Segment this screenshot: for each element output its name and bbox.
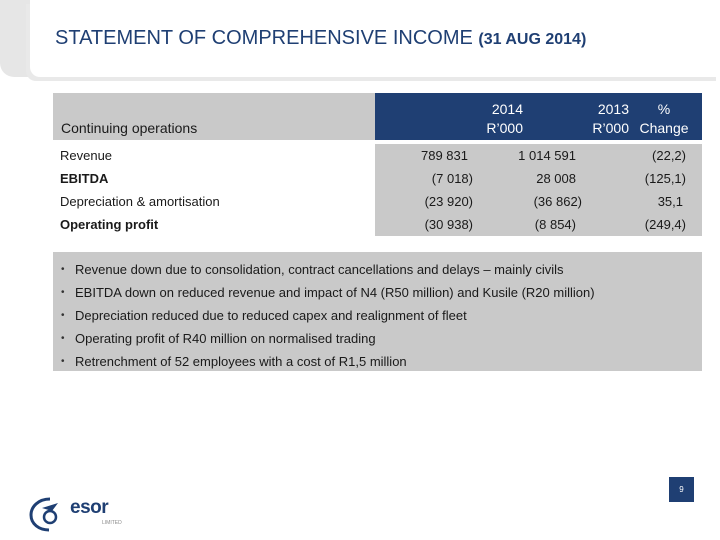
value-2014: 789 831 — [421, 148, 468, 163]
title-main: STATEMENT OF COMPREHENSIVE INCOME — [55, 27, 473, 49]
table-row-ebitda — [53, 167, 702, 190]
value-2014: (7 018) — [431, 171, 473, 186]
title-bar-edge — [0, 0, 34, 77]
row-header-label: Continuing operations — [61, 120, 198, 136]
table-header-columns — [375, 93, 702, 140]
value-change: (22,2) — [652, 148, 686, 163]
table-row-revenue — [53, 144, 702, 167]
value-2013: (8 854) — [534, 217, 576, 232]
bullet-icon: • — [61, 333, 65, 344]
table-row-operating-profit — [53, 213, 702, 236]
column-header-line: R’000 — [486, 120, 523, 136]
column-header-line: 2013 — [597, 101, 629, 117]
bullet-icon: • — [61, 310, 65, 321]
bullet-item — [53, 327, 702, 350]
bullet-text: Operating profit of R40 million on normalised trading — [75, 331, 376, 346]
column-header-2013 — [529, 100, 629, 138]
bullet-text: Revenue down due to consolidation, contract cancellations and delays – mainly civils — [75, 262, 564, 277]
commentary-panel — [53, 252, 702, 371]
bullet-icon: • — [61, 264, 65, 275]
value-2014: (23 920) — [424, 194, 473, 209]
value-2013: (36 862) — [533, 194, 582, 209]
value-2014: (30 938) — [424, 217, 473, 232]
logo-wordmark: esor — [70, 497, 109, 518]
column-header-change — [629, 100, 699, 138]
table-row-depreciation — [53, 190, 702, 213]
column-header-line: 2014 — [491, 101, 523, 117]
bullet-item — [53, 304, 702, 327]
value-change: 35,1 — [657, 194, 683, 209]
bullet-item — [53, 258, 702, 281]
column-header-2014 — [423, 100, 523, 138]
row-label: Depreciation & amortisation — [60, 194, 220, 209]
value-2013: 28 008 — [536, 171, 576, 186]
bullet-icon: • — [61, 287, 65, 298]
bullet-icon: • — [61, 356, 65, 367]
page-title — [55, 27, 586, 50]
logo-tagline: LIMITED — [102, 520, 122, 526]
bullet-item — [53, 281, 702, 304]
row-label: Operating profit — [60, 217, 159, 232]
table-header-left — [53, 93, 375, 140]
value-change: (249,4) — [644, 217, 686, 232]
row-label: EBITDA — [60, 171, 109, 186]
value-2013: 1 014 591 — [518, 148, 576, 163]
row-label: Revenue — [60, 148, 113, 163]
bullet-text: Depreciation reduced due to reduced capex and realignment of fleet — [75, 308, 467, 323]
company-logo — [28, 495, 128, 533]
column-header-line: % — [657, 101, 671, 117]
bullet-item — [53, 350, 702, 373]
bullet-text: EBITDA down on reduced revenue and impact of N4 (R50 million) and Kusile (R20 million) — [75, 285, 595, 300]
value-change: (125,1) — [644, 171, 686, 186]
logo-swirl-icon — [28, 495, 72, 533]
bullet-text: Retrenchment of 52 employees with a cost of R1,5 million — [75, 354, 407, 369]
column-header-line: Change — [639, 120, 689, 136]
column-header-line: R’000 — [592, 120, 629, 136]
page-number: 9 — [669, 477, 694, 502]
title-date: (31 AUG 2014) — [478, 31, 587, 48]
income-table — [53, 93, 702, 237]
